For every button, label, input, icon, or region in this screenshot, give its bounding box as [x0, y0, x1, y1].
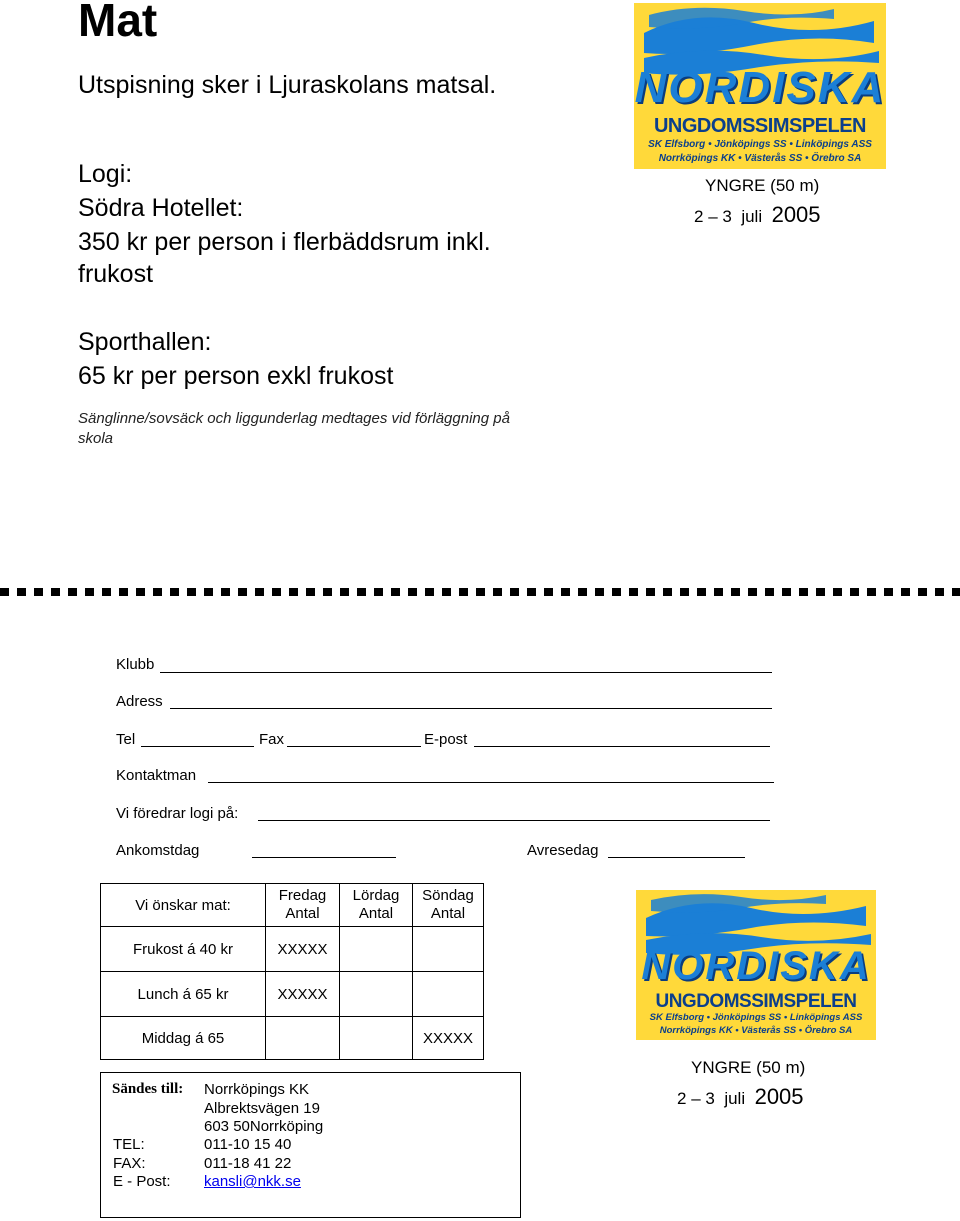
avrese-label: Avresedag: [527, 842, 599, 859]
tel-field[interactable]: [141, 746, 254, 747]
fax-field[interactable]: [287, 746, 421, 747]
cell-lunch-lordag[interactable]: [340, 972, 413, 1017]
meal-table: [100, 883, 484, 1060]
logo-top: [634, 3, 886, 169]
send-to-box: [100, 1072, 521, 1218]
logi-pref-label: Vi föredrar logi på:: [116, 805, 239, 822]
table-row: [101, 1017, 484, 1060]
logo-brand: NORDISKA: [634, 63, 886, 112]
table-row: [101, 884, 484, 927]
logo-subtitle: UNGDOMSSIMSPELEN: [655, 991, 857, 1012]
fax-label: Fax: [259, 731, 285, 748]
row-label-frukost: Frukost á 40 kr: [101, 927, 266, 972]
page-title: Mat: [78, 0, 158, 46]
meal-info: Utspisning sker i Ljuraskolans matsal.: [78, 71, 497, 99]
sporthall-label: Sporthallen:: [78, 328, 212, 356]
klubb-label: Klubb: [116, 656, 155, 673]
row-label-middag: Middag á 65: [101, 1017, 266, 1060]
logi-price-line2: frukost: [78, 260, 154, 288]
logo-bottom: [636, 890, 876, 1040]
table-row: [101, 972, 484, 1017]
header-lordag: Lördag Antal: [340, 884, 413, 927]
cell-middag-fredag[interactable]: [266, 1017, 340, 1060]
logo-clubs-line1: SK Elfsborg • Jönköpings SS • Linköpings ASS: [649, 1012, 863, 1023]
cell-frukost-lordag[interactable]: [340, 927, 413, 972]
send-email-label: E - Post:: [113, 1173, 171, 1190]
logi-pref-field[interactable]: [258, 820, 770, 821]
send-name: Norrköpings KK: [204, 1081, 310, 1098]
logi-label: Logi:: [78, 160, 133, 188]
kontaktman-field[interactable]: [208, 782, 774, 783]
logo-subtitle: UNGDOMSSIMSPELEN: [653, 115, 867, 137]
tel-label: Tel: [116, 731, 136, 748]
event-category-top: YNGRE (50 m): [705, 176, 820, 195]
send-street: Albrektsvägen 19: [204, 1100, 320, 1117]
cell-lunch-fredag: XXXXX: [266, 972, 340, 1017]
header-meal: Vi önskar mat:: [101, 884, 266, 927]
send-fax: 011-18 41 22: [204, 1155, 292, 1172]
adress-field[interactable]: [170, 708, 772, 709]
logi-price-line1: 350 kr per person i flerbäddsrum inkl.: [78, 228, 491, 256]
note-line1: Sänglinne/sovsäck och liggunderlag medtages vid förläggning på: [78, 410, 510, 427]
logo-clubs-line1: SK Elfsborg • Jönköpings SS • Linköpings ASS: [648, 139, 872, 150]
cell-middag-lordag[interactable]: [340, 1017, 413, 1060]
cell-frukost-fredag: XXXXX: [266, 927, 340, 972]
header-sondag: Söndag Antal: [413, 884, 484, 927]
cell-frukost-sondag[interactable]: [413, 927, 484, 972]
send-label: Sändes till:: [112, 1081, 184, 1097]
ankomst-field[interactable]: [252, 857, 396, 858]
send-tel: 011-10 15 40: [204, 1136, 292, 1153]
event-category-bottom: YNGRE (50 m): [691, 1058, 806, 1077]
logo-clubs-line2: Norrköpings KK • Västerås SS • Örebro SA: [658, 153, 862, 164]
send-email-link[interactable]: kansli@nkk.se: [204, 1173, 301, 1190]
send-fax-label: FAX:: [113, 1155, 146, 1172]
event-date-top: 2 – 3 juli 2005: [694, 202, 821, 227]
logo-brand: NORDISKA: [641, 944, 871, 988]
epost-field[interactable]: [474, 746, 770, 747]
send-tel-label: TEL:: [113, 1136, 145, 1153]
adress-label: Adress: [116, 693, 163, 710]
kontaktman-label: Kontaktman: [116, 767, 197, 784]
cell-lunch-sondag[interactable]: [413, 972, 484, 1017]
header-fredag: Fredag Antal: [266, 884, 340, 927]
row-label-lunch: Lunch á 65 kr: [101, 972, 266, 1017]
note-line2: skola: [78, 430, 114, 447]
sporthall-price: 65 kr per person exkl frukost: [78, 362, 394, 390]
cell-middag-sondag: XXXXX: [413, 1017, 484, 1060]
send-city: 603 50Norrköping: [204, 1118, 324, 1135]
logo-clubs-line2: Norrköpings KK • Västerås SS • Örebro SA: [659, 1025, 853, 1036]
table-row: [101, 927, 484, 972]
ankomst-label: Ankomstdag: [116, 842, 200, 859]
avrese-field[interactable]: [608, 857, 745, 858]
epost-label: E-post: [424, 731, 468, 748]
klubb-field[interactable]: [160, 672, 772, 673]
cut-line: [0, 588, 960, 596]
logi-place: Södra Hotellet:: [78, 194, 244, 222]
event-date-bottom: 2 – 3 juli 2005: [677, 1084, 804, 1109]
